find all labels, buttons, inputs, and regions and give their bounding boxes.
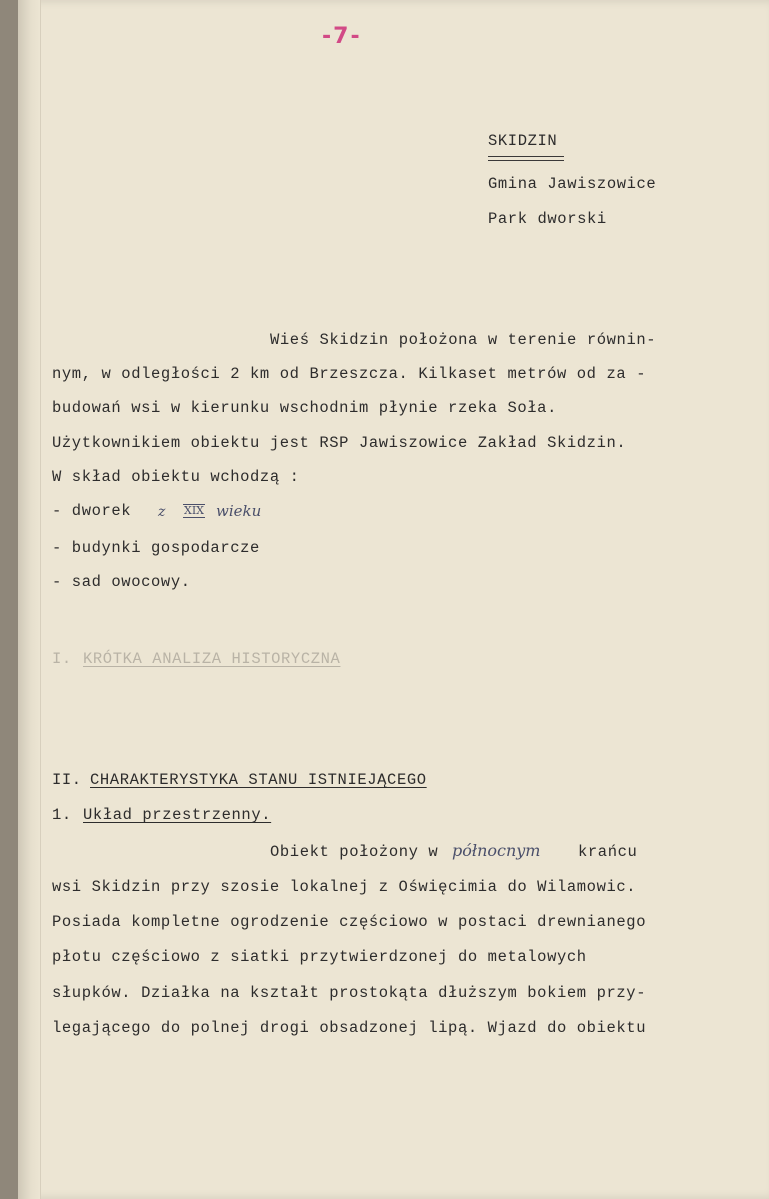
header-object: Park dworski <box>488 210 607 228</box>
section-1-title: KRÓTKA ANALIZA HISTORYCZNA <box>83 650 341 668</box>
handwritten-polnocnym: północnym <box>452 841 541 860</box>
header-commune: Gmina Jawiszowice <box>488 175 657 193</box>
intro-line-2: nym, w odległości 2 km od Brzeszcza. Kilkaset metrów od za - <box>52 365 647 383</box>
intro-line-3: budowań wsi w kierunku wschodnim płynie rzeka Soła. <box>52 399 557 417</box>
para-line-3: Posiada kompletne ogrodzenie częściowo w postaci drewnianego <box>52 913 647 931</box>
para-line-1-end: krańcu <box>578 843 638 861</box>
list-item-dworek: - dworek <box>52 502 132 520</box>
section-2-number: II. <box>52 771 82 789</box>
intro-line-1: Wieś Skidzin położona w terenie równin- <box>270 331 657 349</box>
header-place: SKIDZIN <box>488 132 558 150</box>
handwritten-z: z <box>158 504 166 520</box>
section-2-title: CHARAKTERYSTYKA STANU ISTNIEJĄCEGO <box>90 771 427 789</box>
handwritten-wieku: wieku <box>216 502 262 520</box>
intro-line-5: W skład obiektu wchodzą : <box>52 468 300 486</box>
subsection-number: 1. <box>52 806 72 824</box>
para-line-4: płotu częściowo z siatki przytwierdzonej do metalowych <box>52 948 587 966</box>
handwritten-roman-numeral: XIX <box>184 504 205 517</box>
list-item-budynki: - budynki gospodarcze <box>52 539 260 557</box>
section-1-number: I. <box>52 650 72 668</box>
subsection-title: Układ przestrzenny. <box>83 806 272 824</box>
page-binding-edge <box>18 0 41 1199</box>
header-place-underline <box>488 156 564 161</box>
para-line-1-start: Obiekt położony w <box>270 843 439 861</box>
page-number: -7- <box>322 24 362 49</box>
para-line-6: legającego do polnej drogi obsadzonej lipą. Wjazd do obiektu <box>52 1019 647 1037</box>
para-line-5: słupków. Działka na kształt prostokąta dłuższym bokiem przy- <box>52 984 647 1002</box>
list-item-sad: - sad owocowy. <box>52 573 191 591</box>
intro-line-4: Użytkownikiem obiektu jest RSP Jawiszowice Zakład Skidzin. <box>52 434 627 452</box>
para-line-2: wsi Skidzin przy szosie lokalnej z Oświęcimia do Wilamowic. <box>52 878 637 896</box>
